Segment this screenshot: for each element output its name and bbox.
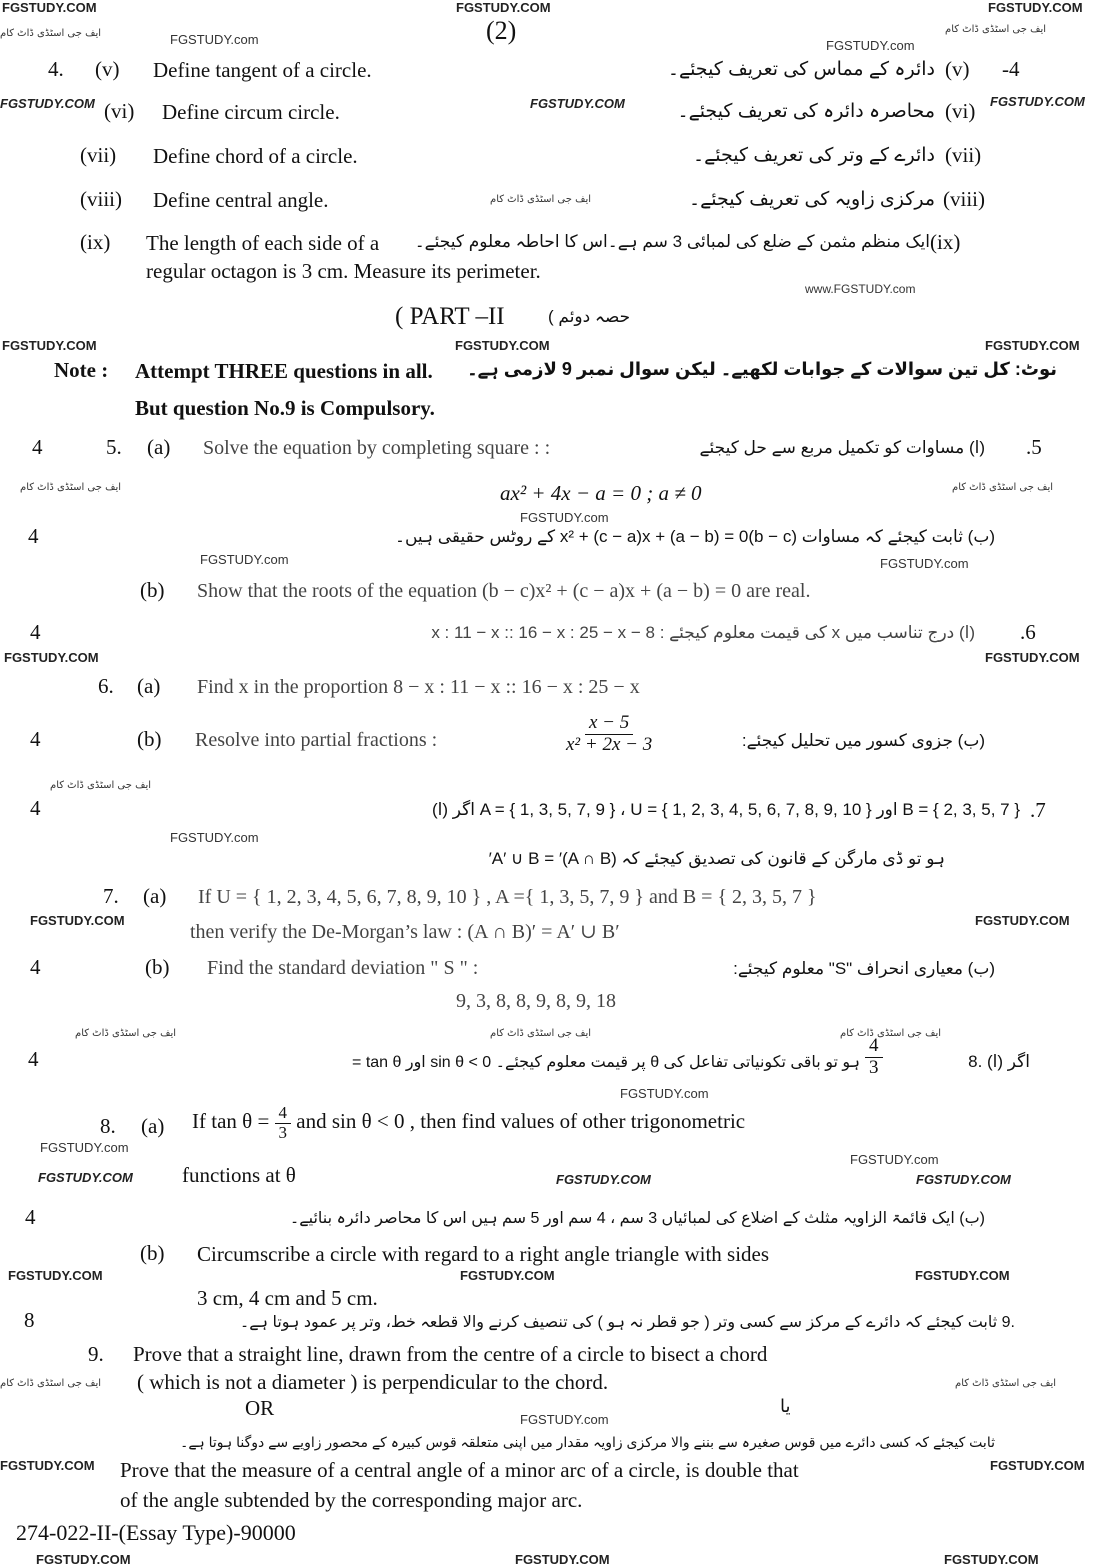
- question-text-urdu: (ب) ایک قائمۃ الزاویہ مثلث کے اضلاع کی لمبائیاں 3 سم ، 4 سم اور 5 سم ہیں اس کا محاصر دائرہ بنائیے۔: [289, 1210, 985, 1227]
- watermark: FGSTUDY.COM: [530, 96, 625, 111]
- watermark: FGSTUDY.com: [620, 1086, 709, 1101]
- watermark: ایف جی اسٹڈی ڈاٹ کام: [20, 482, 122, 493]
- question-number-urdu: .5: [1026, 435, 1042, 459]
- note-label: Note :: [54, 358, 109, 382]
- question-number: 7.: [103, 884, 119, 908]
- question-text-part: and sin θ < 0 , then find values of other trigonometric: [296, 1109, 746, 1133]
- question-text: Define circum circle.: [162, 100, 340, 124]
- watermark: FGSTUDY.COM: [990, 94, 1085, 109]
- question-text: functions at θ: [182, 1163, 296, 1187]
- question-text: Find x in the proportion 8 − x : 11 − x :: 16 − x : 25 − x: [197, 676, 640, 698]
- question-number: 5.: [106, 435, 122, 459]
- question-text-urdu: ایک منظم مثمن کے ضلع کی لمبائی 3 سم ہے۔اس کا احاطہ معلوم کیجئے۔: [414, 232, 930, 251]
- fraction-denominator: 3: [869, 1056, 879, 1078]
- item-label: (v): [95, 57, 120, 81]
- or-label-urdu: یا: [780, 1396, 791, 1416]
- question-text-urdu: (ا) درج تناسب میں x کی قیمت معلوم کیجئے : 8 − x : 11 − x :: 16 − x : 25 − x: [431, 623, 975, 642]
- watermark: ایف جی اسٹڈی ڈاٹ کام: [75, 1028, 177, 1039]
- fraction-denominator: 3: [278, 1122, 288, 1142]
- watermark: FGSTUDY.COM: [944, 1552, 1039, 1567]
- question-number: 6.: [98, 674, 114, 698]
- watermark: ایف جی اسٹڈی ڈاٹ کام: [50, 780, 152, 791]
- fraction: [865, 1036, 883, 1079]
- watermark: FGSTUDY.com: [520, 1412, 609, 1427]
- fraction-numerator: x − 5: [585, 713, 633, 735]
- watermark: FGSTUDY.COM: [460, 1268, 555, 1283]
- question-text-urdu: ہو تو باقی تکونیاتی تفاعل کی θ پر قیمت معلوم کیجئے۔ sin θ < 0 اور tan θ =: [352, 1054, 860, 1071]
- watermark: FGSTUDY.COM: [988, 0, 1083, 15]
- marks: 4: [30, 955, 41, 979]
- fraction-numerator: 4: [865, 1036, 883, 1058]
- watermark: FGSTUDY.COM: [4, 650, 99, 665]
- question-text: The length of each side of a: [146, 231, 380, 255]
- watermark: FGSTUDY.COM: [8, 1268, 103, 1283]
- watermark: FGSTUDY.com: [170, 32, 259, 47]
- marks: 4: [32, 435, 43, 459]
- watermark: FGSTUDY.COM: [455, 338, 550, 353]
- watermark: FGSTUDY.com: [880, 556, 969, 571]
- question-number-urdu: -4: [1002, 57, 1020, 81]
- paper-code: 274-022-II-(Essay Type)-90000: [16, 1520, 296, 1545]
- watermark: ایف جی اسٹڈی ڈاٹ کام: [952, 482, 1054, 493]
- question-text: If U = { 1, 2, 3, 4, 5, 6, 7, 8, 9, 10 } , A ={ 1, 3, 5, 7, 9 } and B = { 2, 3, 5, 7 }: [198, 886, 817, 908]
- question-text-urdu: (ب) ثابت کیجئے کہ مساوات (b − c)x² + (c − a)x + (a − b) = 0 کے روٹس حقیقی ہیں۔: [395, 527, 995, 546]
- item-label: (a): [143, 884, 167, 908]
- question-text-urdu: دائرے کے وتر کی تعریف کیجئے۔: [693, 145, 935, 166]
- question-text: ( which is not a diameter ) is perpendicular to the chord.: [137, 1370, 609, 1394]
- question-number: 4.: [48, 57, 64, 81]
- watermark: FGSTUDY.com: [826, 38, 915, 53]
- question-text: Define central angle.: [153, 188, 329, 212]
- question-text-urdu: .9 ثابت کیجئے کہ دائرے کے مرکز سے کسی وتر ( جو قطر نہ ہو ) کی تنصیف کرنے والا قطعہ خط، وتر پر عمود ہوتا ہے۔: [239, 1314, 1015, 1331]
- watermark: FGSTUDY.com: [40, 1140, 129, 1155]
- or-label: OR: [245, 1396, 275, 1420]
- page-number: (2): [486, 16, 517, 45]
- marks: 4: [28, 524, 39, 548]
- watermark: FGSTUDY.COM: [556, 1172, 651, 1187]
- question-text-urdu: مرکزی زاویہ کی تعریف کیجئے۔: [688, 189, 935, 210]
- item-label: (ix): [930, 230, 961, 254]
- question-text: Resolve into partial fractions :: [195, 729, 438, 751]
- marks: 4: [25, 1205, 36, 1229]
- part-title-urdu: حصہ دوئم ): [548, 307, 631, 326]
- watermark: FGSTUDY.COM: [2, 0, 97, 15]
- item-label: (vii): [945, 143, 982, 167]
- question-text-urdu: ہو تو ڈی مارگن کے قانون کی تصدیق کیجئے کہ (A ∩ B)′ = A′ ∪ B′: [488, 849, 945, 868]
- item-label: (b): [140, 1241, 165, 1265]
- question-number: 9.: [88, 1342, 104, 1366]
- fraction-numerator: 4: [275, 1104, 292, 1124]
- watermark: FGSTUDY.COM: [915, 1268, 1010, 1283]
- question-text: Solve the equation by completing square : :: [203, 437, 551, 459]
- watermark: ایف جی اسٹڈی ڈاٹ کام: [0, 1378, 102, 1389]
- question-text-urdu: محاصرہ دائرہ کی تعریف کیجئے۔: [677, 101, 935, 122]
- note-text: But question No.9 is Compulsory.: [135, 396, 435, 420]
- question-text: Show that the roots of the equation (b − c)x² + (c − a)x + (a − b) = 0 are real.: [197, 580, 811, 602]
- watermark: FGSTUDY.com: [170, 830, 259, 845]
- question-text: of the angle subtended by the corresponding major arc.: [120, 1488, 583, 1512]
- question-number-urdu: .7: [1030, 798, 1046, 822]
- equation: ax² + 4x − a = 0 ; a ≠ 0: [500, 481, 702, 505]
- question-text-urdu: (ا) مساوات کو تکمیل مربع سے حل کیجئے: [699, 438, 985, 457]
- marks: 4: [28, 1047, 39, 1071]
- watermark: FGSTUDY.COM: [975, 913, 1070, 928]
- item-label: (viii): [80, 187, 122, 211]
- watermark: FGSTUDY.COM: [990, 1458, 1085, 1473]
- watermark: www.FGSTUDY.com: [805, 282, 916, 296]
- note-text: Attempt THREE questions in all.: [135, 359, 433, 383]
- question-text: [192, 1104, 745, 1142]
- data-values: 9, 3, 8, 8, 9, 8, 9, 18: [456, 990, 616, 1012]
- item-label: (viii): [943, 187, 985, 211]
- question-number: 8.: [100, 1114, 116, 1138]
- item-label: (a): [141, 1114, 165, 1138]
- question-text: Prove that the measure of a central angle of a minor arc of a circle, is double that: [120, 1458, 799, 1482]
- watermark: FGSTUDY.COM: [0, 96, 95, 111]
- question-number-urdu: اگر (ا) .8: [968, 1052, 1030, 1071]
- question-text-urdu: دائرہ کے مماس کی تعریف کیجئے۔: [667, 59, 935, 80]
- item-label: (a): [147, 435, 171, 459]
- watermark: FGSTUDY.COM: [30, 913, 125, 928]
- question-text: Prove that a straight line, drawn from the centre of a circle to bisect a chord: [133, 1342, 768, 1366]
- fraction: [562, 713, 656, 756]
- watermark: FGSTUDY.com: [200, 552, 289, 567]
- item-label: (b): [140, 578, 165, 602]
- marks: 4: [30, 727, 41, 751]
- watermark: FGSTUDY.COM: [985, 338, 1080, 353]
- watermark: ایف جی اسٹڈی ڈاٹ کام: [945, 24, 1047, 35]
- marks: 4: [30, 796, 41, 820]
- item-label: (b): [145, 955, 170, 979]
- item-label: (vi): [104, 99, 135, 123]
- question-number-urdu: .6: [1020, 620, 1036, 644]
- question-text-urdu: ثابت کیجئے کہ کسی دائرے میں قوس صغیرہ سے بننے والا مرکزی زاویہ مقدار میں اپنی متعلقہ قوس کبیرہ کے محصور زاویے سے دوگنا ہوتا ہے۔: [180, 1434, 995, 1450]
- question-text-urdu: B = { 2, 3, 5, 7 } اور A = { 1, 3, 5, 7, 9 } ، U = { 1, 2, 3, 4, 5, 6, 7, 8, 9, 10 } اگر (ا): [431, 800, 1020, 819]
- item-label: (b): [137, 727, 162, 751]
- item-label: (vii): [80, 143, 117, 167]
- note-text-urdu: نوٹ: کل تین سوالات کے جوابات لکھیے۔ لیکن سوال نمبر 9 لازمی ہے۔: [467, 359, 1057, 379]
- marks: 8: [24, 1308, 35, 1332]
- watermark: ایف جی اسٹڈی ڈاٹ کام: [840, 1028, 942, 1039]
- question-text: 3 cm, 4 cm and 5 cm.: [197, 1286, 378, 1310]
- watermark: ایف جی اسٹڈی ڈاٹ کام: [0, 28, 102, 39]
- question-text: Find the standard deviation " S " :: [207, 957, 479, 979]
- item-label: (v): [945, 57, 970, 81]
- watermark: FGSTUDY.COM: [456, 0, 551, 15]
- marks: 4: [30, 620, 41, 644]
- question-text-part: If tan θ =: [192, 1109, 270, 1133]
- watermark: FGSTUDY.COM: [36, 1552, 131, 1567]
- watermark: FGSTUDY.com: [520, 510, 609, 525]
- question-text: then verify the De-Morgan’s law : (A ∩ B)′ = A′ ∪ B′: [190, 921, 620, 943]
- question-text: Define tangent of a circle.: [153, 58, 372, 82]
- watermark: ایف جی اسٹڈی ڈاٹ کام: [490, 1028, 592, 1039]
- watermark: ایف جی اسٹڈی ڈاٹ کام: [955, 1378, 1057, 1389]
- item-label: (a): [137, 674, 161, 698]
- watermark: ایف جی اسٹڈی ڈاٹ کام: [490, 194, 592, 205]
- watermark: FGSTUDY.COM: [0, 1458, 95, 1473]
- question-text: Define chord of a circle.: [153, 144, 358, 168]
- part-title: ( PART –II: [395, 303, 505, 330]
- question-text-urdu: (ب) جزوی کسور میں تحلیل کیجئے:: [741, 731, 985, 750]
- watermark: FGSTUDY.COM: [2, 338, 97, 353]
- item-label: (ix): [80, 230, 111, 254]
- item-label: (vi): [945, 99, 976, 123]
- question-text-urdu: (ب) معیاری انحراف "S" معلوم کیجئے:: [733, 959, 995, 978]
- watermark: FGSTUDY.COM: [985, 650, 1080, 665]
- watermark: FGSTUDY.com: [850, 1152, 939, 1167]
- question-text: Circumscribe a circle with regard to a right angle triangle with sides: [197, 1242, 770, 1266]
- watermark: FGSTUDY.COM: [515, 1552, 610, 1567]
- fraction-denominator: x² + 2x − 3: [566, 733, 653, 755]
- watermark: FGSTUDY.COM: [38, 1170, 133, 1185]
- question-text: regular octagon is 3 cm. Measure its perimeter.: [146, 259, 541, 283]
- watermark: FGSTUDY.COM: [916, 1172, 1011, 1187]
